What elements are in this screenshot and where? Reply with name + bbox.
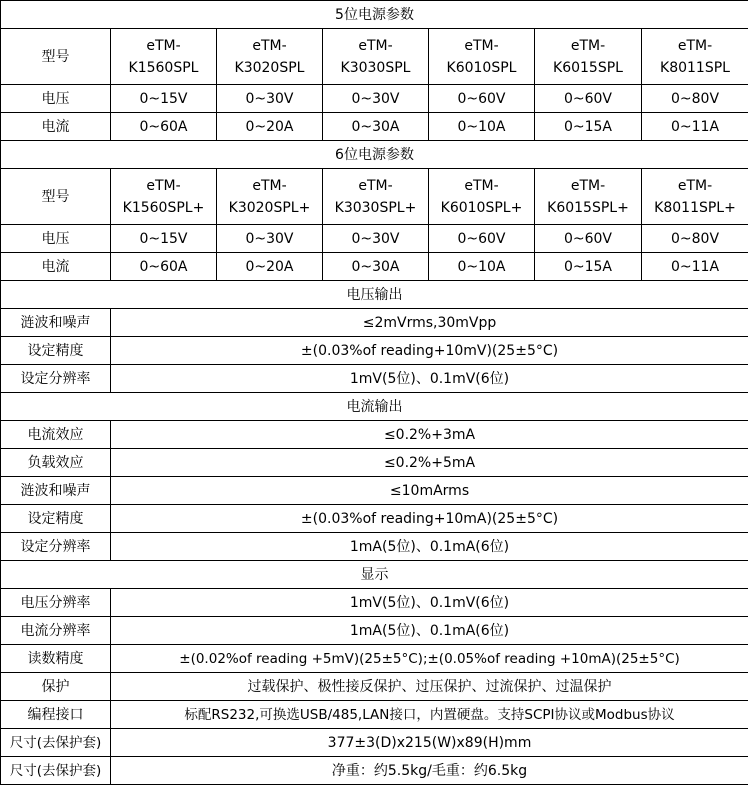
model-prefix: eTM- (677, 177, 713, 194)
model-cell (429, 29, 535, 85)
model-prefix: eTM- (570, 177, 606, 194)
section-title-5-digit: 5位电源参数 (1, 1, 748, 29)
voltage-cell: 0~60V (429, 85, 535, 113)
model-prefix: eTM- (252, 37, 287, 54)
spec-label: 负载效应 (1, 449, 111, 477)
voltage-cell: 0~60V (535, 225, 642, 253)
model-prefix: eTM- (252, 177, 287, 194)
spec-value: 净重：约5.5kg/毛重：约6.5kg (111, 757, 748, 785)
row-label-voltage: 电压 (1, 85, 111, 113)
model-code: K8011SPL+ (654, 199, 736, 216)
spec-label: 尺寸(去保护套) (1, 757, 111, 785)
model-prefix: eTM- (677, 37, 713, 54)
model-cell (429, 169, 535, 225)
section-title-display: 显示 (1, 561, 748, 589)
model-prefix: eTM- (146, 37, 181, 54)
spec-value: 1mV(5位)、0.1mV(6位) (111, 589, 748, 617)
model-cell (323, 29, 429, 85)
spec-label: 电流分辨率 (1, 617, 111, 645)
current-cell: 0~60A (111, 253, 217, 281)
voltage-cell: 0~80V (642, 225, 748, 253)
model-cell (642, 29, 748, 85)
model-code: K8011SPL (660, 59, 730, 76)
row-label-model: 型号 (1, 29, 111, 85)
spec-value: ≤0.2%+3mA (111, 421, 748, 449)
model-code: K6015SPL+ (547, 199, 629, 216)
voltage-cell: 0~30V (323, 85, 429, 113)
model-code: K3030SPL+ (334, 199, 417, 216)
model-prefix: eTM- (146, 177, 181, 194)
model-cell (111, 29, 217, 85)
spec-label: 电流效应 (1, 421, 111, 449)
spec-label: 设定精度 (1, 337, 111, 365)
current-cell: 0~15A (535, 253, 642, 281)
row-label-voltage: 电压 (1, 225, 111, 253)
voltage-cell: 0~30V (217, 225, 323, 253)
current-cell: 0~30A (323, 253, 429, 281)
current-cell: 0~60A (111, 113, 217, 141)
current-cell: 0~11A (642, 113, 748, 141)
spec-value: ±(0.02%of reading +5mV)(25±5°C);±(0.05%of reading +10mA)(25±5°C) (111, 645, 748, 673)
spec-value: 1mV(5位)、0.1mV(6位) (111, 365, 748, 393)
model-code: K3030SPL (340, 59, 411, 76)
voltage-cell: 0~30V (323, 225, 429, 253)
spec-label: 尺寸(去保护套) (1, 729, 111, 757)
spec-label: 设定分辨率 (1, 533, 111, 561)
model-code: K3020SPL (234, 59, 305, 76)
model-cell (642, 169, 748, 225)
row-label-current: 电流 (1, 113, 111, 141)
model-code: K6010SPL (446, 59, 517, 76)
spec-label: 保护 (1, 673, 111, 701)
spec-value: ≤2mVrms,30mVpp (111, 309, 748, 337)
model-cell (323, 169, 429, 225)
voltage-cell: 0~60V (429, 225, 535, 253)
current-cell: 0~11A (642, 253, 748, 281)
model-code: K1560SPL (128, 59, 199, 76)
current-cell: 0~20A (217, 253, 323, 281)
spec-value: 标配RS232,可换选USB/485,LAN接口，内置硬盘。支持SCPI协议或Modbus协议 (111, 701, 748, 729)
model-code: K1560SPL+ (122, 199, 205, 216)
spec-value: 377±3(D)x215(W)x89(H)mm (111, 729, 748, 757)
spec-label: 读数精度 (1, 645, 111, 673)
current-cell: 0~10A (429, 113, 535, 141)
current-cell: 0~20A (217, 113, 323, 141)
row-label-current: 电流 (1, 253, 111, 281)
voltage-cell: 0~15V (111, 225, 217, 253)
model-code: K6010SPL+ (440, 199, 523, 216)
spec-value: ±(0.03%of reading+10mA)(25±5°C) (111, 505, 748, 533)
current-cell: 0~15A (535, 113, 642, 141)
model-prefix: eTM- (358, 177, 393, 194)
spec-label: 设定精度 (1, 505, 111, 533)
model-prefix: eTM- (464, 177, 499, 194)
model-cell (217, 29, 323, 85)
spec-value: ≤10mArms (111, 477, 748, 505)
model-code: K6015SPL (553, 59, 623, 76)
spec-label: 编程接口 (1, 701, 111, 729)
model-code: K3020SPL+ (228, 199, 311, 216)
section-title-6-digit: 6位电源参数 (1, 141, 748, 169)
row-label-model: 型号 (1, 169, 111, 225)
spec-label: 电压分辨率 (1, 589, 111, 617)
spec-value: 过载保护、极性接反保护、过压保护、过流保护、过温保护 (111, 673, 748, 701)
model-cell (535, 169, 642, 225)
spec-value: 1mA(5位)、0.1mA(6位) (111, 617, 748, 645)
model-prefix: eTM- (464, 37, 499, 54)
voltage-cell: 0~30V (217, 85, 323, 113)
model-prefix: eTM- (358, 37, 393, 54)
voltage-cell: 0~80V (642, 85, 748, 113)
model-cell (111, 169, 217, 225)
section-title-current-output: 电流输出 (1, 393, 748, 421)
current-cell: 0~30A (323, 113, 429, 141)
spec-label: 涟波和噪声 (1, 309, 111, 337)
model-cell (217, 169, 323, 225)
model-cell (535, 29, 642, 85)
section-title-voltage-output: 电压输出 (1, 281, 748, 309)
spec-value: ≤0.2%+5mA (111, 449, 748, 477)
voltage-cell: 0~15V (111, 85, 217, 113)
spec-label: 涟波和噪声 (1, 477, 111, 505)
spec-value: 1mA(5位)、0.1mA(6位) (111, 533, 748, 561)
model-prefix: eTM- (570, 37, 606, 54)
spec-value: ±(0.03%of reading+10mV)(25±5°C) (111, 337, 748, 365)
spec-label: 设定分辨率 (1, 365, 111, 393)
current-cell: 0~10A (429, 253, 535, 281)
voltage-cell: 0~60V (535, 85, 642, 113)
